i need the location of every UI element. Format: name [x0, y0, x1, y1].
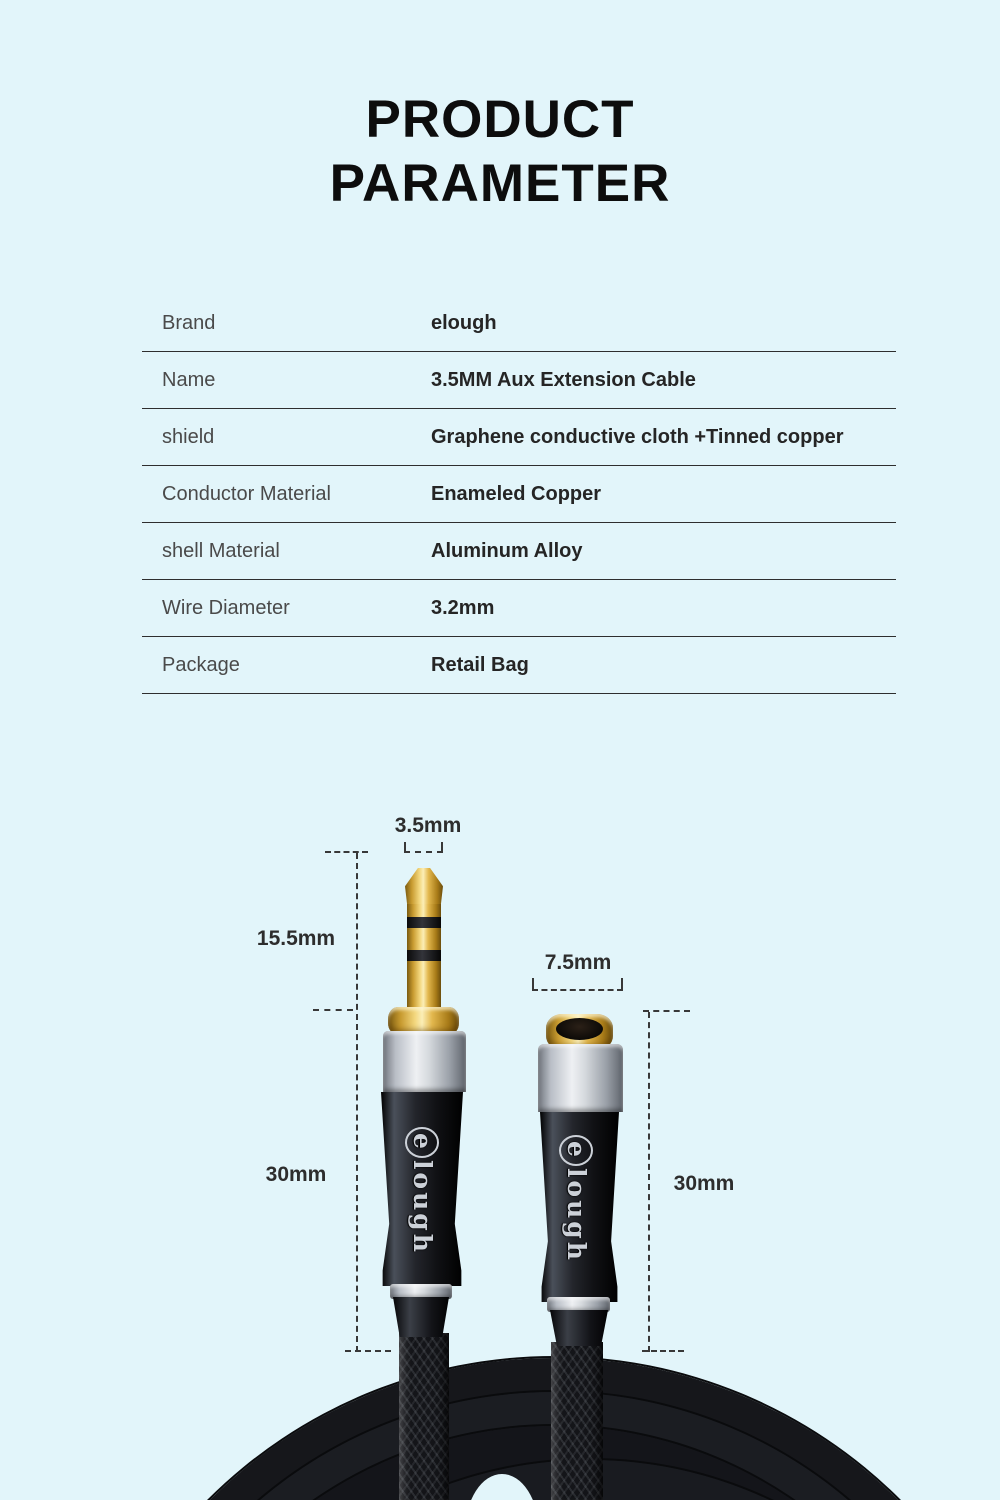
plug-insulator-ring [407, 950, 441, 961]
female-cable [551, 1342, 603, 1500]
row-label: Conductor Material [162, 482, 331, 505]
table-row [142, 409, 896, 466]
row-value: Enameled Copper [431, 482, 602, 505]
female-shell [538, 1044, 623, 1112]
brand-logo-male: elough [408, 1133, 437, 1255]
table-row [142, 295, 896, 352]
dim-line-right-vertical [648, 1012, 650, 1352]
row-value: elough [431, 311, 497, 334]
dim-label-female-housing-length: 30mm [673, 1172, 735, 1195]
male-shell [383, 1031, 466, 1092]
male-tail-ring [390, 1284, 452, 1299]
table-row [142, 580, 896, 637]
dim-tick [643, 1010, 690, 1012]
row-label: shield [162, 425, 215, 448]
dim-endtick [621, 978, 623, 989]
female-tail-ring [547, 1297, 610, 1312]
page-title-line1: PRODUCT [365, 90, 635, 149]
row-value: 3.5MM Aux Extension Cable [431, 368, 696, 391]
socket-hole [556, 1018, 603, 1040]
dim-tick [642, 1350, 684, 1352]
row-label: shell Material [162, 539, 280, 562]
page-title [0, 88, 1000, 216]
row-value: Graphene conductive cloth +Tinned copper [431, 425, 844, 448]
dim-line-left-vertical [356, 853, 358, 1352]
row-label: Brand [162, 311, 216, 334]
spec-table [142, 295, 896, 694]
dim-tick [345, 1350, 391, 1352]
female-tail-cap [550, 1310, 608, 1346]
plug-insulator-ring [407, 917, 441, 928]
dim-tick [313, 1009, 353, 1011]
table-row [142, 523, 896, 580]
row-label: Package [162, 653, 240, 676]
male-tail-cap [393, 1297, 449, 1337]
dim-label-male-housing-length: 30mm [265, 1163, 327, 1186]
dim-label-plug-tip-diameter: 3.5mm [394, 814, 462, 837]
row-value: Aluminum Alloy [431, 539, 583, 562]
dim-label-plug-length: 15.5mm [256, 927, 336, 950]
row-label: Wire Diameter [162, 596, 290, 619]
male-cable [399, 1333, 449, 1500]
row-value: 3.2mm [431, 596, 495, 619]
brand-logo-female: elough [562, 1141, 591, 1263]
table-row [142, 466, 896, 523]
dim-label-socket-diameter: 7.5mm [544, 951, 612, 974]
male-plug-shaft [407, 904, 441, 1010]
dim-endtick [404, 842, 406, 853]
dim-endtick [441, 842, 443, 853]
dim-tick [325, 851, 368, 853]
male-plug-tip [405, 868, 443, 906]
table-row [142, 352, 896, 409]
row-value: Retail Bag [431, 653, 529, 676]
dim-endtick [532, 978, 534, 989]
dim-bracket-socket [532, 989, 623, 991]
table-row [142, 637, 896, 694]
page-title-line2: PARAMETER [329, 154, 671, 213]
row-label: Name [162, 368, 216, 391]
dim-bracket-plug-tip [404, 851, 443, 853]
